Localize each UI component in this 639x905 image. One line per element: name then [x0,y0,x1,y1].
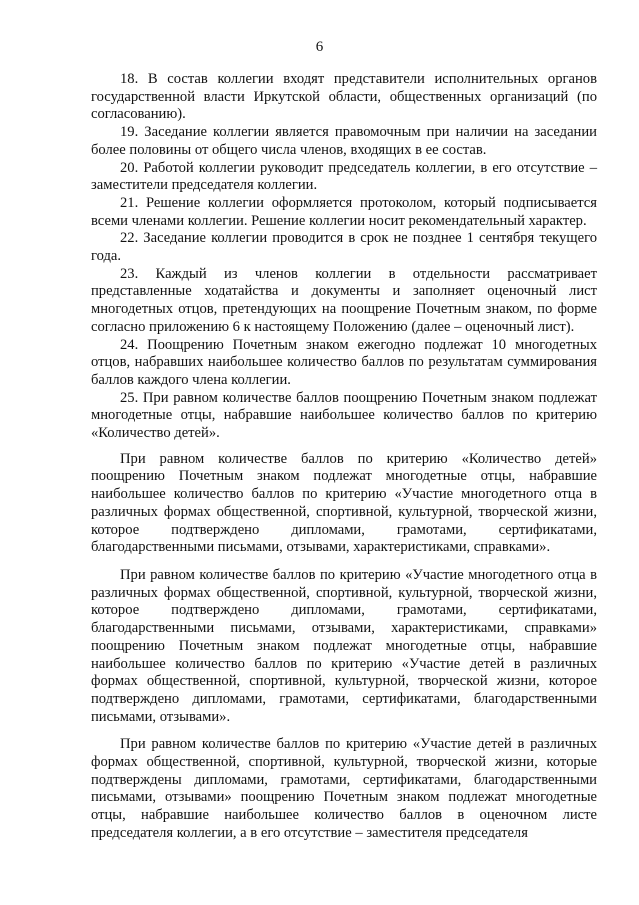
paragraph-24: 24. Поощрению Почетным знаком ежегодно подлежат 10 многодетных отцов, набравших наибольшее количество баллов по результатам суммирования баллов каждого члена коллегии. [91,336,597,388]
paragraph-25: 25. При равном количестве баллов поощрению Почетным знаком подлежат многодетные отцы, набравшие наибольшее количество баллов по критерию «Количество детей». [91,389,597,442]
paragraph-23: 23. Каждый из членов коллегии в отдельности рассматривает представленные ходатайства и документы и заполняет оценочный лист многодетных отцов, претендующих на поощрение Почетным знаком, по форме согласно приложению 6 к настоящему Положению (далее – оценочный лист). [91,265,597,335]
paragraph-children-count-tie: При равном количестве баллов по критерию «Количество детей» поощрению Почетным знаком подлежат многодетные отцы, набравшие наибольшее количество баллов по критерию «Участие многодетного отца в различных формах общественной, спортивной, культурной, творческой жизни, которое подтверждено дипломами, грамотами, сертификатами, благодарственными письмами, отзывами, характеристиками, справками». [91,450,597,556]
document-body [91,71,597,843]
paragraph-22: 22. Заседание коллегии проводится в срок не позднее 1 сентября текущего года. [91,230,597,265]
page-number: 6 [315,39,324,55]
paragraph-children-participation-tie: При равном количестве баллов по критерию «Участие детей в различных формах общественной, спортивной, культурной, творческой жизни, которые подтверждены дипломами, грамотами, сертификатами, благодарственными письмами, отзывами» поощрению Почетным знаком подлежат многодетные отцы, набравшие наибольшее количество баллов в оценочном листе председателя коллегии, а в его отсутствие – заместителя председателя [91,736,597,841]
paragraph-father-participation-tie: При равном количестве баллов по критерию «Участие многодетного отца в различных формах общественной, спортивной, культурной, творческой жизни, которое подтверждено дипломами, грамотами, сертификатами, благодарственными письмами, отзывами, характеристиками, справками» поощрению Почетным знаком подлежат многодетные отцы, набравшие наибольшее количество баллов по критерию «Участие детей в различных формах общественной, спортивной, культурной, творческой жизни, которое подтверждено дипломами, грамотами, сертификатами, благодарственными письмами, отзывами». [91,566,597,725]
paragraph-20: 20. Работой коллегии руководит председатель коллегии, в его отсутствие – заместители председателя коллегии. [91,159,597,194]
paragraph-21: 21. Решение коллегии оформляется протоколом, который подписывается всеми членами коллегии. Решение коллегии носит рекомендательный характер. [91,194,597,229]
paragraph-18: 18. В состав коллегии входят представители исполнительных органов государственной власти Иркутской области, общественных организаций (по согласованию). [91,71,597,123]
paragraph-19: 19. Заседание коллегии является правомочным при наличии на заседании более половины от общего числа членов, входящих в ее состав. [91,124,597,158]
